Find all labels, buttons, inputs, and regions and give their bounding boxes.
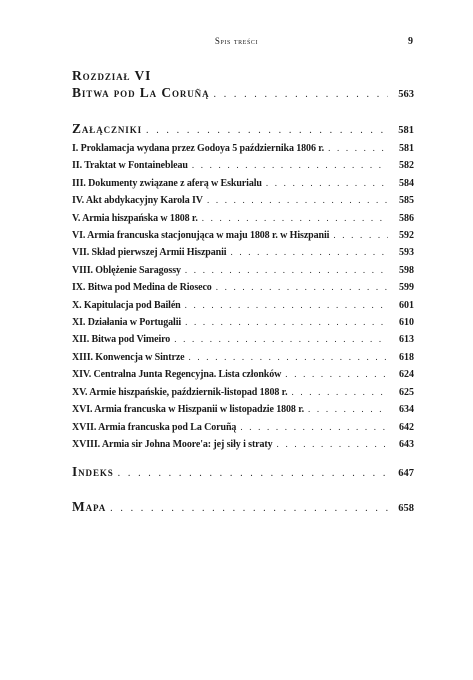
toc-entry-page: 599: [399, 282, 414, 294]
dot-leader: [174, 331, 388, 348]
toc-entry-title: XVII. Armia francuska pod La Coruñą: [72, 421, 237, 433]
toc-entry-page: 586: [399, 212, 414, 224]
toc-entry-page: 624: [399, 369, 414, 381]
toc-entry-page: 584: [399, 177, 414, 189]
toc-entry-page: 613: [399, 334, 414, 346]
toc-entry-page: 581: [398, 125, 414, 136]
toc-entry-page: 585: [399, 195, 414, 207]
toc-entry-page: 634: [399, 404, 414, 416]
toc-entry-appendix-18[interactable]: [72, 436, 414, 453]
toc-entry-appendix-4[interactable]: [72, 192, 414, 209]
chapter-vi-label: Rozdział VI: [72, 68, 152, 83]
toc-entry-title: III. Dokumenty związane z aferą w Eskurialu: [72, 177, 262, 189]
dot-leader: [185, 314, 388, 331]
toc-entry-title: VIII. Oblężenie Saragossy: [72, 264, 181, 276]
toc-entry-title: XV. Armie hiszpańskie, październik-listopad 1808 r.: [72, 386, 288, 398]
toc-entry-appendix-9[interactable]: [72, 279, 414, 296]
dot-leader: [118, 465, 388, 482]
table-of-contents: [72, 68, 414, 517]
toc-entry-appendix-12[interactable]: [72, 331, 414, 348]
running-header: [0, 36, 473, 50]
toc-entry-appendix-8[interactable]: [72, 262, 414, 279]
toc-entry-title: XIV. Centralna Junta Regencyjna. Lista członków: [72, 369, 282, 381]
dot-leader: [266, 175, 388, 192]
dot-leader: [285, 366, 388, 383]
toc-entry-appendix-10[interactable]: [72, 297, 414, 314]
toc-entry-title: IX. Bitwa pod Medina de Rioseco: [72, 282, 212, 294]
toc-entry-page: 618: [399, 351, 414, 363]
running-title: Spis treści: [214, 36, 259, 46]
dot-leader: [240, 419, 388, 436]
dot-leader: [333, 227, 388, 244]
toc-entry-page: 582: [399, 160, 414, 172]
toc-entry-appendices[interactable]: [72, 120, 414, 139]
toc-entry-title: Mapa: [72, 499, 107, 515]
toc-entry-appendix-1[interactable]: [72, 140, 414, 157]
toc-entry-appendix-11[interactable]: [72, 314, 414, 331]
dot-leader: [216, 279, 388, 296]
dot-leader: [192, 157, 388, 174]
toc-entry-map[interactable]: [72, 498, 414, 517]
dot-leader: [277, 436, 388, 453]
toc-entry-title: Bitwa pod La Coruñą: [72, 85, 210, 100]
dot-leader: [328, 140, 388, 157]
toc-entry-title: XIII. Konwencja w Sintrze: [72, 351, 185, 363]
toc-entry-appendix-2[interactable]: [72, 157, 414, 174]
dot-leader: [230, 244, 388, 261]
toc-entry-title: II. Traktat w Fontainebleau: [72, 160, 188, 172]
toc-entry-appendix-7[interactable]: [72, 244, 414, 261]
dot-leader: [308, 401, 388, 418]
dot-leader: [214, 86, 389, 103]
toc-entry-page: 593: [399, 247, 414, 259]
toc-entry-appendix-17[interactable]: [72, 419, 414, 436]
toc-entry-title: VII. Skład pierwszej Armii Hiszpanii: [72, 247, 227, 259]
toc-entry-title: V. Armia hiszpańska w 1808 r.: [72, 212, 198, 224]
toc-entry-title: Indeks: [72, 464, 114, 480]
dot-leader: [207, 192, 388, 209]
toc-entry-title: IV. Akt abdykacyjny Karola IV: [72, 195, 203, 207]
toc-entry-title: X. Kapitulacja pod Bailén: [72, 299, 181, 311]
toc-entry-page: 598: [399, 264, 414, 276]
toc-entry-title: I. Proklamacja wydana przez Godoya 5 października 1806 r.: [72, 143, 325, 154]
dot-leader: [146, 122, 388, 139]
toc-entry-title: XII. Bitwa pod Vimeiro: [72, 334, 171, 346]
dot-leader: [189, 349, 389, 366]
toc-entry-page: 642: [399, 421, 414, 433]
toc-entry-appendix-3[interactable]: [72, 175, 414, 192]
toc-entry-index[interactable]: [72, 463, 414, 482]
toc-entry-page: 647: [398, 468, 414, 480]
toc-entry-title: XVIII. Armia sir Johna Moore'a: jej siły i straty: [72, 438, 273, 450]
toc-entry-appendix-13[interactable]: [72, 349, 414, 366]
toc-entry-page: 563: [398, 89, 414, 100]
toc-entry-appendix-6[interactable]: [72, 227, 414, 244]
toc-entry-page: 610: [399, 317, 414, 329]
dot-leader: [202, 210, 388, 227]
toc-entry-appendix-5[interactable]: [72, 210, 414, 227]
toc-entry-chapter-vi[interactable]: [72, 84, 414, 103]
dot-leader: [185, 262, 388, 279]
toc-entry-appendix-16[interactable]: [72, 401, 414, 418]
toc-entry-title: VI. Armia francuska stacjonująca w maju 1808 r. w Hiszpanii: [72, 230, 330, 242]
appendix-list: [72, 140, 414, 453]
toc-entry-page: 625: [399, 386, 414, 398]
dot-leader: [110, 500, 388, 517]
toc-entry-page: 592: [399, 230, 414, 242]
toc-entry-title: XVI. Armia francuska w Hiszpanii w listopadzie 1808 r.: [72, 404, 305, 416]
toc-entry-appendix-14[interactable]: [72, 366, 414, 383]
toc-entry-page: 643: [399, 438, 414, 450]
dot-leader: [291, 384, 388, 401]
toc-entry-title: Załączniki: [72, 121, 143, 136]
toc-entry-page: 658: [398, 503, 414, 515]
page-number: 9: [408, 36, 413, 47]
toc-entry-title: XI. Działania w Portugalii: [72, 317, 182, 329]
toc-entry-page: 601: [399, 299, 414, 311]
toc-entry-appendix-15[interactable]: [72, 384, 414, 401]
toc-entry-page: 581: [399, 143, 414, 154]
dot-leader: [185, 297, 388, 314]
